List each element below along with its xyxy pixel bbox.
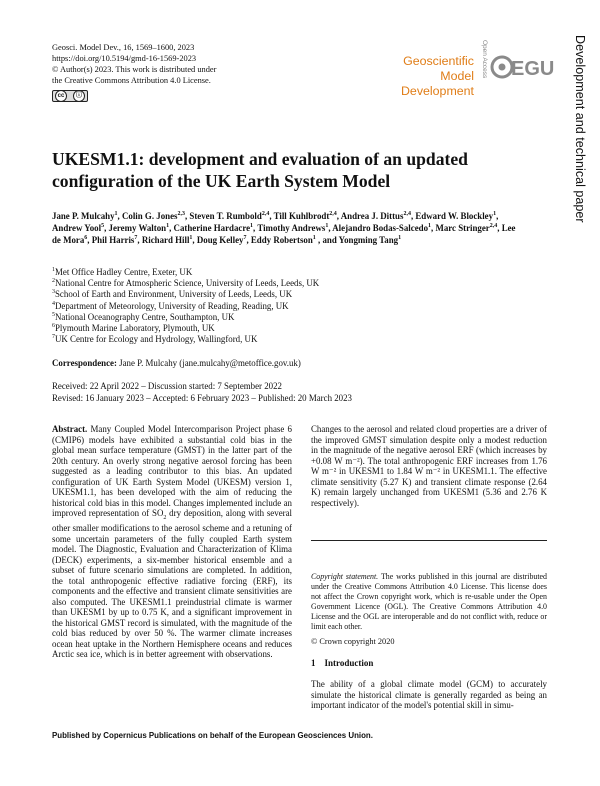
author-name: [52, 211, 118, 221]
author-name-text: Steven T. Rumbold: [189, 211, 262, 221]
affiliation-text: National Oceanography Centre, Southampton, UK: [55, 311, 235, 322]
citation-block: [52, 42, 216, 86]
author-name-text: Jane P. Mulcahy: [52, 211, 115, 221]
correspondence-text[interactable]: Jane P. Mulcahy (jane.mulcahy@metoffice.gov.uk): [119, 358, 301, 368]
author-affiliation-mark: 2,4: [489, 223, 498, 230]
abstract-continuation: Changes to the aerosol and related cloud properties are a driver of the improved GMST simulation despite only a modest reduction in the magnitude of the negative aerosol ERF (which increases by +0.08 W m⁻²). The total anthropogenic ERF increases from 1.76 W m⁻² in UKESM1 to 1.84 W m⁻² in UKESM1.1. The effective climate sensitivity (5.27 K) and transient climate response (2.64 K) remain largely unchanged from UKESM1 (5.36 and 2.76 K respectively).: [311, 424, 547, 508]
title-line-2: configuration of the UK Earth System Model: [52, 171, 391, 191]
author-affiliation-mark: 1: [250, 223, 254, 230]
publisher-footer: Published by Copernicus Publications on behalf of the European Geosciences Union.: [52, 731, 373, 740]
author-affiliation-mark: 2,4: [329, 211, 337, 218]
author-affiliation-mark: 7: [134, 235, 138, 242]
author-name: [109, 223, 170, 233]
author-affiliation-mark: 1: [312, 235, 316, 242]
author-name: [142, 235, 193, 245]
affiliation-number: 4: [52, 300, 55, 307]
author-name: [122, 211, 185, 221]
affiliation-text: Met Office Hadley Centre, Exeter, UK: [55, 267, 193, 277]
affiliation-number: 3: [52, 289, 55, 296]
author-name-text: Edward W. Blockley: [415, 211, 494, 221]
abstract-label: Abstract.: [52, 424, 88, 434]
author-name-text: Timothy Andrews: [257, 223, 326, 233]
title-line-1: UKESM1.1: development and evaluation of an updated: [52, 149, 468, 169]
author-affiliation-mark: 1: [493, 211, 497, 218]
author-name: [415, 211, 496, 221]
author-name-text: Till Kuhlbrodt: [273, 211, 330, 221]
author-name-text: Eddy Robertson: [250, 235, 313, 245]
correspondence: [52, 358, 522, 368]
copyright-statement: [311, 572, 547, 631]
abstract-column-2: [311, 424, 547, 508]
author-affiliation-mark: 1: [166, 223, 170, 230]
author-name: [197, 235, 247, 245]
author-name: [274, 211, 337, 221]
crown-copyright: © Crown copyright 2020: [311, 637, 395, 646]
author-name: [174, 223, 254, 233]
author-affiliation-mark: 5: [101, 223, 105, 230]
copyright-text: The works published in this journal are distributed under the Creative Commons Attribution 4.0 License. This license does not affect the Crown copyright work, which is re-usable under the Open Government Licence (OGL). The Creative Commons Attribution 4.0 License and the OGL are interoperable and do not conflict with, reduce or limit each other.: [311, 572, 547, 631]
affiliation-number: 7: [52, 334, 55, 341]
affiliation-number: 6: [52, 323, 55, 330]
section-heading-introduction: [311, 658, 547, 668]
author-name: [251, 235, 316, 245]
journal-name-line-1: Geoscientific: [403, 54, 474, 68]
author-name-text: Catherine Hardacre: [173, 223, 251, 233]
author-name: [341, 211, 411, 221]
author-name: [435, 223, 497, 233]
dates-line-2: Revised: 16 January 2023 – Accepted: 6 February 2023 – Published: 20 March 2023: [52, 392, 352, 403]
author-name-text: Alejandro Bodas-Salcedo: [332, 223, 429, 233]
license-line-1: © Author(s) 2023. This work is distributed under: [52, 65, 217, 74]
author-name-text: Andrea J. Dittus: [340, 211, 404, 221]
author-affiliation-mark: 1: [398, 235, 402, 242]
author-list: Jane P. Mulcahy$^1$, Colin G. Jones$^{2,3}$, Steven T. Rumbold$^{2,4}$, Till Kuhlbrodt$^{2,4}$, Andrea J. Dittus$^{2,4}$, Edward W. Blockley$^1$, Andrew Yool$^5$, Jeremy Walton$^1$, Catherine Hardacre$^1$, Timothy Andrews$^1$, Alejandro Bodas-Salcedo$^1$, Marc Stringer$^{2,4}$, Lee de Mora$^6$, Phil Harris$^7$, Richard Hill$^1$, Doug Kelley$^7$, Eddy Robertson$^1$ , and Yongming Tang$^1$: [52, 211, 516, 245]
correspondence-label: Correspondence:: [52, 358, 117, 368]
publication-dates: [52, 381, 522, 405]
author-name-text: Yongming Tang: [338, 235, 399, 245]
article-title: [52, 148, 472, 192]
author-name: [339, 235, 401, 245]
dates-line-1: Received: 22 April 2022 – Discussion started: 7 September 2022: [52, 381, 282, 391]
author-name-text: Colin G. Jones: [121, 211, 178, 221]
abstract-text-part-1: Many Coupled Model Intercomparison Project phase 6 (CMIP6) models have exhibited a substantial cold bias in the global mean surface temperature (GMST) in the latter part of the 20th century. An overly strong negative aerosol forcing has been suggested as a leading contributor to this bias. An updated configuration of UK Earth System Model (UKESM) version 1, UKESM1.1, has been developed with the aim of reducing the historical cold bias in this model. Changes implemented include an improved representation of SO: [52, 424, 292, 518]
abstract-text-part-2: dry deposition, along with several other smaller modifications to the aerosol scheme and a retuning of some uncertain parameters of the fully coupled Earth system model. The Diagnostic, Evaluation and Characterization of Klima (DECK) experiments, a six-member historical ensemble and a subset of future scenario simulations are completed. In addition, the total anthropogenic effective radiative forcing (ERF), its components and the effective and transient climate sensitivities are also computed. The UKESM1.1 preindustrial climate is warmer than UKESM1 by up to 0.75 K, and a significant improvement in the historical GMST record is simulated, with the magnitude of the cold bias reduced by over 50 %. The warmer climate increases ocean heat uptake in the Northern Hemisphere oceans and reduces Arctic sea ice, which is in better agreement with observations.: [52, 508, 292, 660]
doi-link[interactable]: https://doi.org/10.5194/gmd-16-1569-2023: [52, 54, 197, 63]
author-affiliation-mark: 2,4: [403, 211, 411, 218]
affiliation-text: National Centre for Atmospheric Science, University of Leeds, Leeds, UK: [55, 278, 320, 289]
so2-subscript: 2: [163, 514, 167, 521]
author-name: [332, 223, 431, 233]
author-name-text: Richard Hill: [141, 235, 190, 245]
affiliation-item: [52, 289, 522, 300]
author-affiliation-mark: 6: [84, 235, 88, 242]
section-title: Introduction: [324, 658, 374, 668]
affiliation-item: [52, 312, 522, 323]
journal-name: [370, 54, 474, 99]
author-affiliation-mark: 1: [428, 223, 432, 230]
affiliation-number: 5: [52, 311, 55, 318]
license-line-2: the Creative Commons Attribution 4.0 License.: [52, 76, 211, 85]
author-name: [257, 223, 328, 233]
author-name-text: Phil Harris: [91, 235, 135, 245]
author-affiliation-mark: 1: [114, 211, 118, 218]
journal-name-line-2: Model Development: [400, 69, 474, 98]
author-name-text: Andrew Yool: [52, 223, 102, 233]
affiliation-text: School of Earth and Environment, University of Leeds, Leeds, UK: [55, 289, 293, 300]
affiliation-item: [52, 278, 522, 289]
author-affiliation-mark: 7: [243, 235, 247, 242]
author-affiliation-mark: 2,3: [177, 211, 185, 218]
egu-logo-icon: [491, 50, 555, 84]
affiliation-item: [52, 323, 522, 334]
divider: [311, 540, 547, 541]
author-name-text: Marc Stringer: [435, 223, 490, 233]
author-affiliation-mark: 2,4: [261, 211, 270, 218]
affiliation-text: UK Centre for Ecology and Hydrology, Wallingford, UK: [55, 334, 258, 345]
author-name-text: Doug Kelley: [196, 235, 244, 245]
attribution-icon: ⓘ: [73, 90, 85, 102]
author-name: [52, 223, 104, 233]
egu-logo-text: EGU: [511, 58, 555, 80]
cc-icon: cc: [55, 90, 67, 102]
section-label: Development and technical paper: [573, 35, 587, 223]
section-number: 1: [311, 658, 316, 668]
affiliation-number: 1: [52, 267, 55, 274]
author-name-text: Lee de Mora: [52, 223, 516, 245]
cc-by-badge[interactable]: [52, 90, 88, 102]
abstract-column-1: [52, 424, 292, 660]
affiliation-text: Plymouth Marine Laboratory, Plymouth, UK: [55, 323, 215, 334]
introduction-text: The ability of a global climate model (GCM) to accurately simulate the historical climate is generally regarded as being an important indicator of the model's potential skill in simu-: [311, 679, 547, 710]
affiliation-item: [52, 301, 522, 312]
affiliation-number: 2: [52, 278, 55, 285]
affiliation-item: [52, 334, 522, 345]
affiliation-text: Department of Meteorology, University of Reading, Reading, UK: [55, 300, 289, 311]
affiliation-item: [52, 267, 522, 278]
affiliation-list: [52, 267, 522, 345]
author-name: [92, 235, 138, 245]
citation: Geosci. Model Dev., 16, 1569–1600, 2023: [52, 43, 195, 52]
author-affiliation-mark: 1: [325, 223, 329, 230]
author-name: [189, 211, 269, 221]
copyright-label: Copyright statement.: [311, 572, 379, 581]
author-name-text: Jeremy Walton: [108, 223, 167, 233]
open-access-label: Open Access: [481, 40, 488, 79]
author-affiliation-mark: 1: [189, 235, 193, 242]
